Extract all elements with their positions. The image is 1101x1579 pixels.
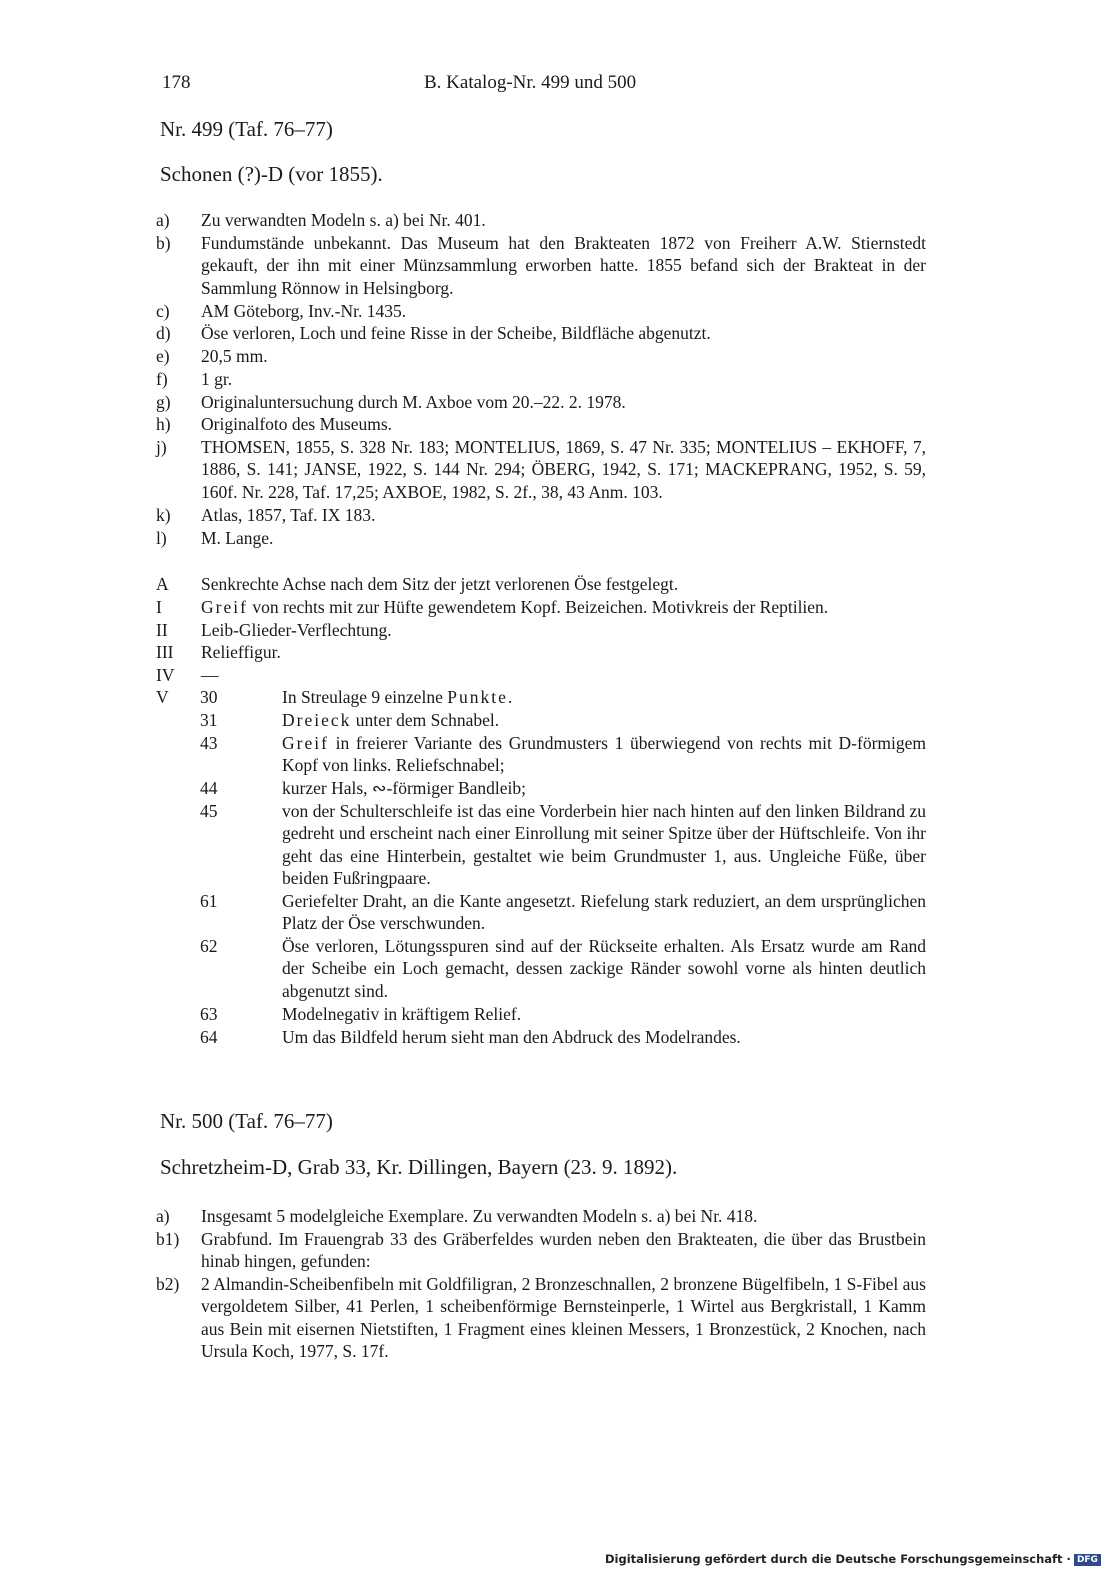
detail-text <box>282 732 926 777</box>
item-label: a) <box>156 1206 170 1226</box>
detail-row <box>200 709 926 731</box>
detail-text: von der Schulterschleife ist das eine Vorderbein hier nach hinten auf den linken Bildrand zu gedreht und erscheint nach einer Einrollung mit seiner Spitze über der Hüftschleife. Von ihr geht das eine Hinterbein, gestaltet wie beim Grundmuster 1, aus. Ungleiche Füße, über beiden Fußringpaare. <box>282 801 926 888</box>
detail-text: Geriefelter Draht, an die Kante angesetzt. Riefelung stark reduziert, an dem ursprünglichen Platz der Öse verschwunden. <box>282 891 926 934</box>
analysis-rest: von rechts mit zur Hüfte gewendetem Kopf. Beizeichen. Motivkreis der Reptilien. <box>247 597 829 617</box>
detail-number: 31 <box>200 710 218 730</box>
item-text: M. Lange. <box>201 528 274 548</box>
list-item <box>156 300 926 322</box>
detail-number: 61 <box>200 891 218 911</box>
item-label: a) <box>156 210 170 230</box>
spaced-term: Greif <box>201 597 248 617</box>
item-text: 20,5 mm. <box>201 346 268 366</box>
item-label: b) <box>156 233 171 253</box>
list-item <box>156 345 926 367</box>
entry-place-499: Schonen (?)-D (vor 1855). <box>160 162 383 186</box>
spaced-term: Punkte <box>447 687 508 707</box>
detail-row <box>200 935 926 1002</box>
list-item <box>156 413 926 435</box>
item-label: c) <box>156 301 170 321</box>
detail-number: 45 <box>200 801 218 821</box>
analysis-label: I <box>156 597 162 617</box>
item-text: Grabfund. Im Frauengrab 33 des Gräberfeldes wurden neben den Brakteaten, die über das Brustbein hinab hingen, gefunden: <box>201 1229 926 1272</box>
list-item <box>156 391 926 413</box>
list-item <box>156 436 926 503</box>
item-text: Atlas, 1857, Taf. IX 183. <box>201 505 376 525</box>
detail-row <box>200 1003 926 1025</box>
analysis-item <box>156 573 926 595</box>
detail-row <box>200 732 926 777</box>
detail-row <box>200 1026 926 1048</box>
detail-text <box>282 686 926 708</box>
item-text: Insgesamt 5 modelgleiche Exemplare. Zu verwandten Modeln s. a) bei Nr. 418. <box>201 1206 758 1226</box>
list-item <box>156 368 926 390</box>
item-label: b1) <box>156 1229 180 1249</box>
spaced-term: Dreieck <box>282 710 352 730</box>
detail-text: Öse verloren, Lötungsspuren sind auf der Rückseite erhalten. Als Ersatz wurde am Rand der Scheibe ein Loch gemacht, dessen zackige Ränder sowohl vorne als hinten deutlich abgenutzt sind. <box>282 936 926 1001</box>
detail-text: Um das Bildfeld herum sieht man den Abdruck des Modelrandes. <box>282 1027 741 1047</box>
digitization-footer <box>605 1552 1101 1566</box>
detail-row <box>200 777 926 799</box>
list-item <box>156 322 926 344</box>
analysis-item <box>156 619 926 641</box>
detail-text: Modelnegativ in kräftigem Relief. <box>282 1004 522 1024</box>
item-label: k) <box>156 505 171 525</box>
item-text: Zu verwandten Modeln s. a) bei Nr. 401. <box>201 210 486 230</box>
entry-title-499: Nr. 499 (Taf. 76–77) <box>160 117 333 141</box>
analysis-item <box>156 641 926 663</box>
footer-text: Digitalisierung gefördert durch die Deutsche Forschungsgemeinschaft · <box>605 1552 1071 1566</box>
item-label: l) <box>156 528 167 548</box>
item-label: h) <box>156 414 171 434</box>
detail-post: in freierer Variante des Grundmusters 1 überwiegend von rechts mit D-förmigem Kopf von links. Reliefschnabel; <box>282 733 926 776</box>
item-text: 2 Almandin-Scheibenfibeln mit Goldfiligran, 2 Bronzeschnallen, 2 bronzene Bügelfibeln, 1 S-Fibel aus vergoldetem Silber, 41 Perlen, 1 scheibenförmige Bernsteinperle, 1 Wirtel aus Bergkristall, 1 Kamm aus Bein mit eisernen Nietstiften, 1 Fragment eines kleinen Messers, 1 Bronzestück, 2 Knochen, nach Ursula Koch, 1977, S. 17f. <box>201 1274 926 1361</box>
detail-number: 30 <box>200 687 218 707</box>
analysis-text: Leib-Glieder-Verflechtung. <box>201 620 392 640</box>
analysis-item <box>156 596 926 618</box>
item-label: d) <box>156 323 171 343</box>
detail-text <box>282 709 926 731</box>
detail-number: 43 <box>200 733 218 753</box>
detail-number: 62 <box>200 936 218 956</box>
item-label: b2) <box>156 1274 180 1294</box>
detail-post: unter dem Schnabel. <box>351 710 500 730</box>
analysis-text: — <box>201 665 219 685</box>
list-item <box>156 527 926 549</box>
analysis-label: IV <box>156 665 175 685</box>
list-item <box>156 1228 926 1273</box>
item-label: f) <box>156 369 168 389</box>
list-item <box>156 232 926 299</box>
list-item <box>156 504 926 526</box>
item-text: Öse verloren, Loch und feine Risse in der Scheibe, Bildfläche abgenutzt. <box>201 323 711 343</box>
item-text: Originaluntersuchung durch M. Axboe vom 20.–22. 2. 1978. <box>201 392 626 412</box>
item-label: j) <box>156 437 167 457</box>
page-number: 178 <box>162 72 191 93</box>
item-text: THOMSEN, 1855, S. 328 Nr. 183; MONTELIUS, 1869, S. 47 Nr. 335; MONTELIUS – EKHOFF, 7, 1886, S. 141; JANSE, 1922, S. 144 Nr. 294; ÖBERG, 1942, S. 171; MACKEPRANG, 1952, S. 59, 160f. Nr. 228, Taf. 17,25; AXBOE, 1982, S. 2f., 38, 43 Anm. 103. <box>201 437 926 502</box>
item-text: 1 gr. <box>201 369 233 389</box>
detail-text: kurzer Hals, ∾-förmiger Bandleib; <box>282 778 527 798</box>
analysis-label: III <box>156 642 174 662</box>
analysis-label: V <box>156 687 169 707</box>
analysis-text: Relieffigur. <box>201 642 281 662</box>
item-text: AM Göteborg, Inv.-Nr. 1435. <box>201 301 407 321</box>
detail-number: 64 <box>200 1027 218 1047</box>
detail-pre: In Streulage 9 einzelne <box>282 687 448 707</box>
item-text: Fundumstände unbekannt. Das Museum hat den Brakteaten 1872 von Freiherr A.W. Stiernstedt gekauft, der ihn mit einer Münzsammlung erworben hatte. 1855 befand sich der Brakteat in der Sammlung Rönnow in Helsingborg. <box>201 233 926 298</box>
spaced-term: Greif <box>282 733 329 753</box>
dfg-logo: DFG <box>1074 1554 1101 1566</box>
detail-row <box>200 686 926 708</box>
detail-row <box>200 890 926 935</box>
detail-number: 63 <box>200 1004 218 1024</box>
analysis-label: II <box>156 620 168 640</box>
list-item <box>156 209 926 231</box>
item-label: g) <box>156 392 171 412</box>
detail-row <box>200 800 926 889</box>
list-item <box>156 1273 926 1362</box>
list-item <box>156 1205 926 1227</box>
detail-number: 44 <box>200 778 218 798</box>
entry-title-500: Nr. 500 (Taf. 76–77) <box>160 1109 333 1133</box>
entry-place-500: Schretzheim-D, Grab 33, Kr. Dillingen, Bayern (23. 9. 1892). <box>160 1155 678 1179</box>
item-text: Originalfoto des Museums. <box>201 414 393 434</box>
detail-post: . <box>507 687 513 707</box>
analysis-label: A <box>156 574 169 594</box>
item-label: e) <box>156 346 170 366</box>
analysis-item <box>156 664 926 686</box>
running-head: B. Katalog-Nr. 499 und 500 <box>424 72 637 93</box>
analysis-text: Senkrechte Achse nach dem Sitz der jetzt verlorenen Öse festgelegt. <box>201 574 679 594</box>
analysis-text <box>201 596 926 618</box>
